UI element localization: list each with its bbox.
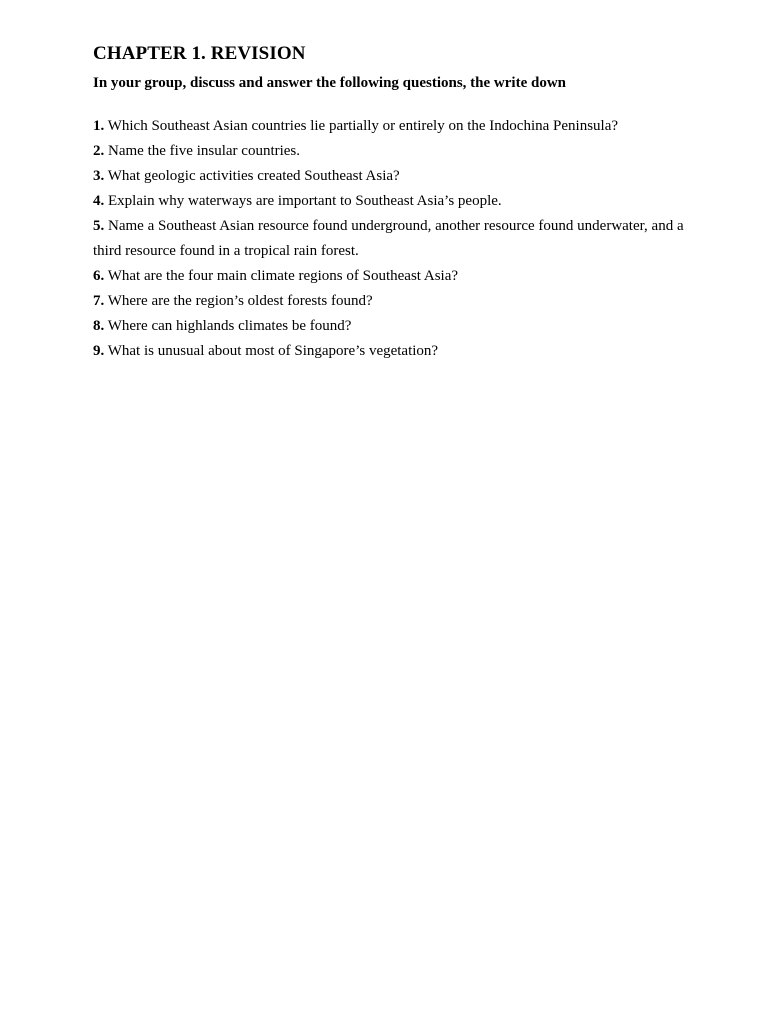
- question-item: [93, 114, 713, 139]
- question-text: Name a Southeast Asian resource found underground, another resource found underwater, and a third resource found in a tropical rain forest.: [93, 218, 684, 259]
- question-item: [93, 214, 713, 264]
- question-item: [93, 264, 713, 289]
- instruction-text: In your group, discuss and answer the following questions, the write down: [93, 75, 567, 91]
- document-page: [93, 42, 713, 364]
- question-number: 1.: [93, 118, 105, 134]
- question-text: What are the four main climate regions of Southeast Asia?: [107, 268, 459, 284]
- question-number: 2.: [93, 143, 105, 159]
- question-number: 5.: [93, 218, 105, 234]
- question-item: [93, 139, 713, 164]
- question-item: [93, 189, 713, 214]
- question-text: What geologic activities created Southeast Asia?: [107, 168, 400, 184]
- question-item: [93, 164, 713, 189]
- question-item: [93, 339, 713, 364]
- question-number: 6.: [93, 268, 105, 284]
- question-list: [93, 114, 713, 364]
- question-number: 7.: [93, 293, 105, 309]
- chapter-title: CHAPTER 1. REVISION: [93, 43, 306, 64]
- question-text: Explain why waterways are important to Southeast Asia’s people.: [108, 193, 502, 209]
- question-text: Where can highlands climates be found?: [107, 318, 352, 334]
- question-item: [93, 289, 713, 314]
- question-text: Which Southeast Asian countries lie partially or entirely on the Indochina Peninsula?: [107, 118, 619, 134]
- question-number: 3.: [93, 168, 105, 184]
- question-item: [93, 314, 713, 339]
- question-number: 9.: [93, 343, 105, 359]
- question-text: Name the five insular countries.: [108, 143, 301, 159]
- question-number: 4.: [93, 193, 105, 209]
- question-number: 8.: [93, 318, 105, 334]
- question-text: What is unusual about most of Singapore’s vegetation?: [107, 343, 439, 359]
- question-text: Where are the region’s oldest forests found?: [107, 293, 373, 309]
